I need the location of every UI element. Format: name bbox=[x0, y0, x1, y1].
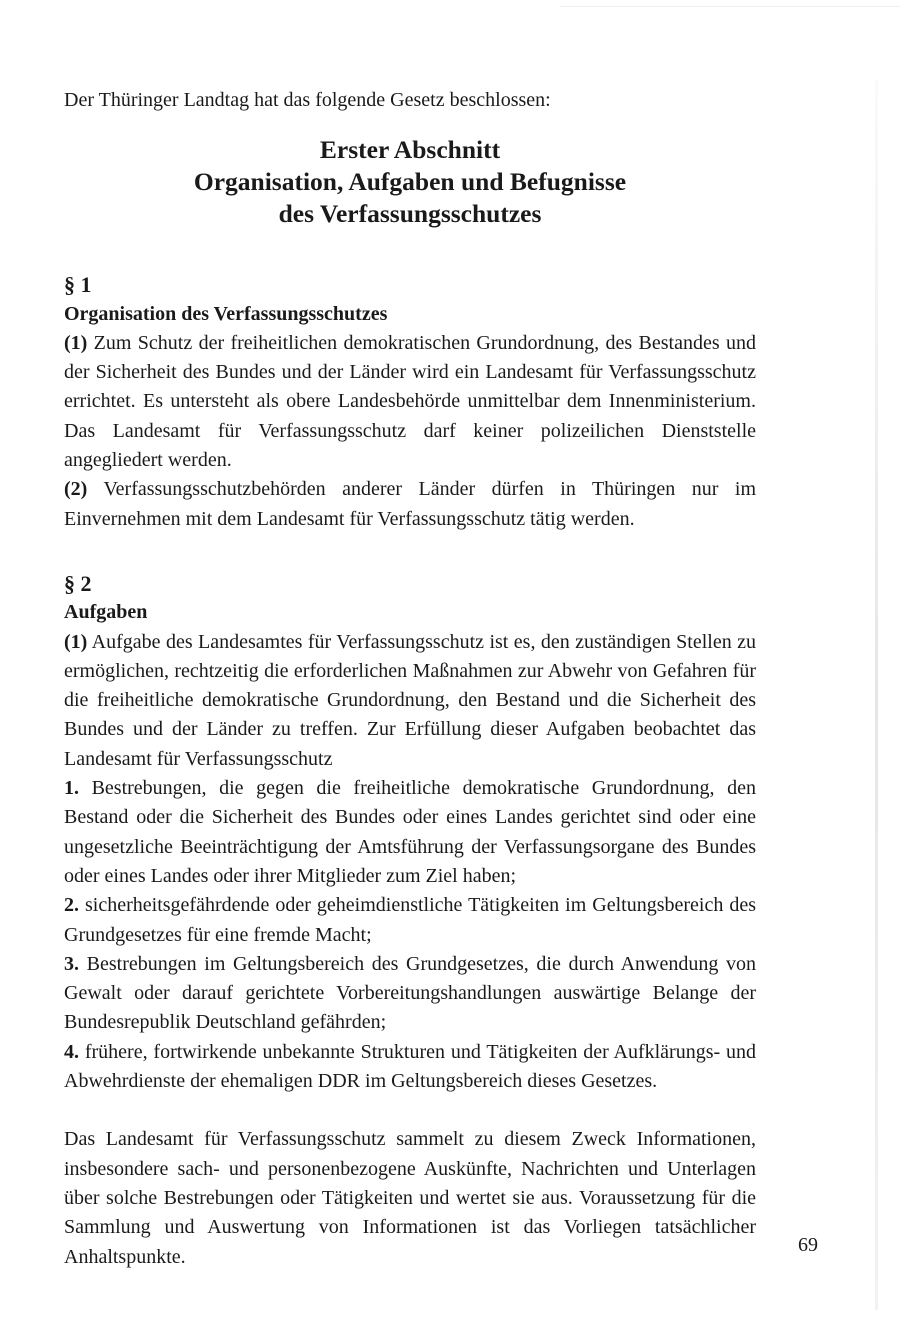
section-2 bbox=[64, 569, 756, 1272]
intro-sentence: Der Thüringer Landtag hat das folgende Gesetz beschlossen: bbox=[64, 89, 551, 111]
chapter-heading-line-2: Organisation, Aufgaben und Befugnisse bbox=[193, 167, 627, 197]
paragraph-text: Zum Schutz der freiheitlichen demokratischen Grundordnung, des Bestandes und der Sicherheit des Bundes und der Länder wird ein Landesamt für Verfassungsschutz errichtet. Es untersteht als obere Landesbehörde unmittelbar dem Innenministerium. Das Landesamt für Verfassungsschutz darf keiner polizeilichen Dienststelle angegliedert werden. bbox=[64, 331, 756, 472]
paragraph-text: Verfassungsschutzbehörden anderer Länder dürfen in Thüringen nur im Einvernehmen mit dem Landesamt für Verfassungsschutz tätig werden. bbox=[64, 478, 756, 530]
list-item-text: sicherheitsgefährdende oder geheimdienstliche Tätigkeiten im Geltungsbereich des Grundgesetzes für eine fremde Macht; bbox=[64, 894, 756, 946]
list-item-number: 3. bbox=[64, 952, 79, 975]
paragraph-text: Aufgabe des Landesamtes für Verfassungsschutz ist es, den zuständigen Stellen zu ermöglichen, rechtzeitig die erforderlichen Maßnahmen zur Abwehr von Gefahren für die freiheitliche demokratische Grundordnung, den Bestand und die Sicherheit des Bundes und der Länder zu treffen. Zur Erfüllung dieser Aufgaben beobachtet das Landesamt für Verfassungsschutz bbox=[64, 630, 756, 770]
paragraph-number: (1) bbox=[64, 630, 88, 653]
chapter-heading bbox=[64, 134, 756, 230]
section-number: § 2 bbox=[64, 570, 92, 596]
chapter-heading-line-3: des Verfassungsschutzes bbox=[278, 199, 542, 229]
list-item bbox=[64, 950, 756, 1038]
paragraph-number: (1) bbox=[64, 331, 88, 354]
list-item-text: Bestrebungen im Geltungsbereich des Grundgesetzes, die durch Anwendung von Gewalt oder darauf gerichtete Vorbereitungshandlungen auswärtige Belange der Bundesrepublik Deutschland gefährden; bbox=[64, 952, 756, 1034]
document-page bbox=[64, 86, 756, 1272]
scan-edge-line bbox=[560, 6, 900, 7]
section-1-paragraph-2 bbox=[64, 475, 756, 534]
list-item-number: 1. bbox=[64, 777, 79, 800]
section-title: Organisation des Verfassungsschutzes bbox=[64, 302, 388, 325]
list-item bbox=[64, 1038, 756, 1097]
list-item bbox=[64, 891, 756, 950]
list-item bbox=[64, 774, 756, 891]
list-item-number: 4. bbox=[64, 1040, 79, 1063]
section-number: § 1 bbox=[64, 272, 92, 298]
section-1 bbox=[64, 270, 756, 534]
section-title: Aufgaben bbox=[64, 601, 148, 624]
chapter-heading-line-1: Erster Abschnitt bbox=[319, 135, 501, 165]
closing-paragraph: Das Landesamt für Verfassungsschutz sammelt zu diesem Zweck Informationen, insbesondere sach- und personenbezogene Auskünfte, Nachrichten und Unterlagen über solche Bestrebungen oder Tätigkeiten und wertet sie aus. Voraussetzung für die Sammlung und Auswertung von Informationen ist das Vorliegen tatsächlicher Anhaltspunkte. bbox=[64, 1128, 756, 1268]
list-item-text: frühere, fortwirkende unbekannte Strukturen und Tätigkeiten der Aufklärungs- und Abwehrdienste der ehemaligen DDR im Geltungsbereich dieses Gesetzes. bbox=[64, 1040, 756, 1093]
page-number: 69 bbox=[798, 1234, 818, 1256]
scan-edge-shadow bbox=[875, 80, 878, 1310]
section-1-paragraph-1 bbox=[64, 329, 756, 475]
section-2-paragraph-1 bbox=[64, 628, 756, 774]
list-item-text: Bestrebungen, die gegen die freiheitliche demokratische Grundordnung, den Bestand oder die Sicherheit des Bundes oder eines Landes gerichtet sind oder eine ungesetzliche Beeinträchtigung der Amtsführung der Verfassungsorgane des Bundes oder eines Landes oder ihrer Mitglieder zum Ziel haben; bbox=[64, 777, 756, 887]
list-item-number: 2. bbox=[64, 894, 79, 917]
paragraph-number: (2) bbox=[64, 478, 88, 501]
